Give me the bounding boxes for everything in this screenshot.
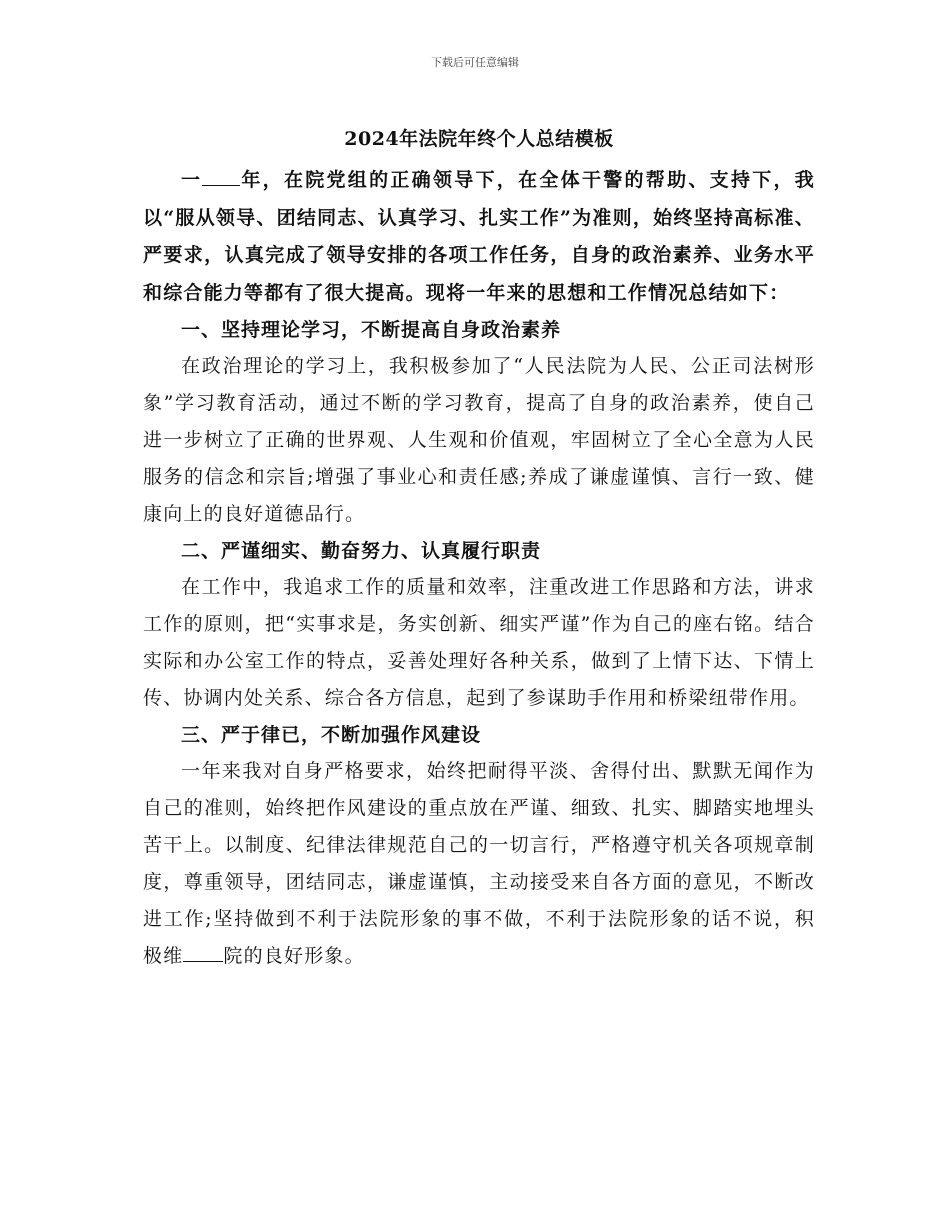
section-body-2: 在工作中，我追求工作的质量和效率，注重改进工作思路和方法，讲求工作的原则，把“实事求是，务实创新、细实严谨”作为自己的座右铭。结合实际和办公室工作的特点，妥善处理好各种关系，做到了上情下达、下情上传、协调内处关系、综合各方信息，起到了参谋助手作用和桥梁纽带作用。 bbox=[143, 576, 815, 709]
section-heading-2: 二、严谨细实、勤奋努力、认真履行职责 bbox=[181, 540, 542, 562]
blank-underline bbox=[183, 961, 223, 962]
blank-underline bbox=[202, 185, 240, 186]
document-title: 2024年法院年终个人总结模板 bbox=[344, 128, 614, 150]
document-body bbox=[143, 120, 815, 975]
section-body-1: 在政治理论的学习上，我积极参加了“人民法院为人民、公正司法树形象”学习教育活动，通过不断的学习教育，提高了自身的政治素养，使自己进一步树立了正确的世界观、人生观和价值观，牢固树立了全心全意为人民服务的信念和宗旨;增强了事业心和责任感;养成了谦虚谨慎、言行一致、健康向上的良好道德品行。 bbox=[143, 355, 815, 525]
section-heading-1: 一、坚持理论学习，不断提高自身政治素养 bbox=[181, 319, 562, 341]
section-body-3-text: 一年来我对自身严格要求，始终把耐得平淡、舍得付出、默默无闻作为自己的准则，始终把作风建设的重点放在严谨、细致、扎实、脚踏实地埋头苦干上。以制度、纪律法律规范自己的一切言行，严格遵守机关各项规章制度，尊重领导，团结同志，谦虚谨慎，主动接受来自各方面的意见，不断改进工作;坚持做到不利于法院形象的事不做，不利于法院形象的话不说，积极维 bbox=[143, 760, 815, 967]
header-note: 下载后可任意编辑 bbox=[431, 56, 519, 69]
section-heading-3: 三、严于律已，不断加强作风建设 bbox=[181, 724, 482, 746]
section-body-3 bbox=[143, 753, 815, 975]
intro-text: 年，在院党组的正确领导下，在全体干警的帮助、支持下，我以“服从领导、团结同志、认真学习、扎实工作”为准则，始终坚持高标准、严要求，认真完成了领导安排的各项工作任务，自身的政治素养、业务水平和综合能力等都有了很大提高。现将一年来的思想和工作情况总结如下： bbox=[143, 169, 816, 304]
section-body-3-tail: 院的良好形象。 bbox=[223, 945, 365, 967]
intro-paragraph bbox=[143, 162, 815, 312]
intro-lead: 一 bbox=[181, 169, 203, 191]
